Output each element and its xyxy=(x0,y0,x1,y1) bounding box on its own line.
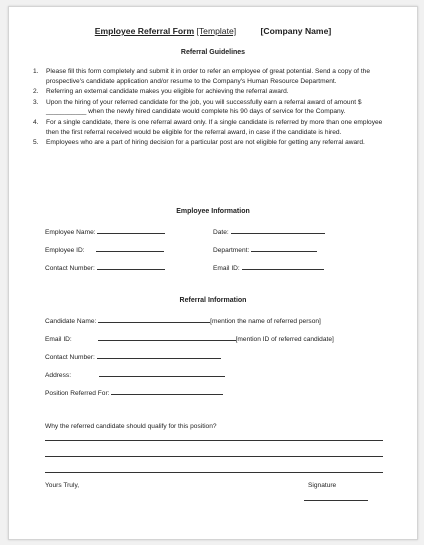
address-label: Address: xyxy=(45,372,72,379)
email-row xyxy=(213,262,324,272)
department-label: Department: xyxy=(213,247,250,254)
candidate-name-label: Candidate Name: xyxy=(45,318,97,325)
position-field[interactable] xyxy=(111,387,223,395)
address-row xyxy=(45,369,225,379)
date-row xyxy=(213,226,325,236)
guideline-text: Please fill this form completely and submit it in order to refer an employee of great potential. Send a copy of the prospective's candidate application and/or resume to the Company's Human Resource Department. xyxy=(46,68,370,85)
guidelines-list xyxy=(33,67,385,149)
contact-number-row xyxy=(45,262,165,272)
email-label: Email ID: xyxy=(213,265,240,272)
department-field[interactable] xyxy=(251,244,317,252)
employee-info-heading: Employee Information xyxy=(176,208,250,215)
email-field[interactable] xyxy=(242,262,324,270)
guideline-item xyxy=(33,98,385,117)
guideline-item xyxy=(33,87,385,97)
guideline-text: Referring an external candidate makes you eligible for achieving the referral award. xyxy=(46,88,289,96)
guideline-text: Employees who are a part of hiring decision for a particular post are not eligible for getting any referral award. xyxy=(46,139,365,147)
candidate-email-row xyxy=(45,333,334,343)
form-title: Employee Referral Form xyxy=(94,26,195,36)
address-field[interactable] xyxy=(99,369,225,377)
guidelines-heading: Referral Guidelines xyxy=(180,49,246,56)
candidate-name-field[interactable] xyxy=(98,315,210,323)
employee-id-row xyxy=(45,244,164,254)
guideline-item xyxy=(33,67,385,86)
position-row xyxy=(45,387,223,397)
guideline-number: 5. xyxy=(33,139,39,147)
candidate-contact-label: Contact Number: xyxy=(45,354,95,361)
guideline-item xyxy=(33,138,385,148)
candidate-name-hint: [mention the name of referred person] xyxy=(210,318,321,325)
contact-number-field[interactable] xyxy=(97,262,165,270)
yours-truly: Yours Truly, xyxy=(45,482,80,489)
form-page xyxy=(8,6,418,540)
form-title-row xyxy=(9,26,417,36)
employee-name-label: Employee Name: xyxy=(45,229,96,236)
employee-id-label: Employee ID: xyxy=(45,247,85,254)
guideline-number: 3. xyxy=(33,98,39,106)
signature-line[interactable] xyxy=(304,500,368,501)
guideline-text: Upon the hiring of your referred candidate for the job, you will successfully earn a referral award of amount $ ___________ when the newly hired candidate would complete his 90 days of service for the Company. xyxy=(46,98,362,116)
signature-label: Signature xyxy=(308,482,337,489)
guideline-number: 1. xyxy=(33,68,39,75)
guideline-number: 4. xyxy=(33,118,39,126)
answer-line[interactable] xyxy=(45,472,383,473)
guideline-item xyxy=(33,118,385,137)
candidate-email-label: Email ID: xyxy=(45,336,72,343)
candidate-contact-row xyxy=(45,351,221,361)
position-label: Position Referred For: xyxy=(45,390,110,397)
qualification-question: Why the referred candidate should qualify for this position? xyxy=(45,423,217,430)
date-field[interactable] xyxy=(231,226,325,234)
date-label: Date: xyxy=(213,229,229,236)
contact-number-label: Contact Number: xyxy=(45,265,95,272)
form-title-tag: [Template] xyxy=(196,26,237,36)
candidate-email-hint: [mention ID of referred candidate] xyxy=(235,336,334,343)
candidate-name-row xyxy=(45,315,321,325)
employee-name-row xyxy=(45,226,165,236)
guideline-text: For a single candidate, there is one referral award only. If a single candidate is referred by more than one employee then the first referral received would be eligible for the referral award, in case if the candidate is hired. xyxy=(46,118,383,136)
answer-line[interactable] xyxy=(45,440,383,441)
company-name: [Company Name] xyxy=(260,26,332,36)
guideline-number: 2. xyxy=(33,88,39,96)
employee-name-field[interactable] xyxy=(97,226,165,234)
candidate-contact-field[interactable] xyxy=(97,351,221,359)
employee-id-field[interactable] xyxy=(96,244,164,252)
department-row xyxy=(213,244,317,254)
referral-info-heading: Referral Information xyxy=(179,297,247,304)
answer-line[interactable] xyxy=(45,456,383,457)
candidate-email-field[interactable] xyxy=(98,333,236,341)
